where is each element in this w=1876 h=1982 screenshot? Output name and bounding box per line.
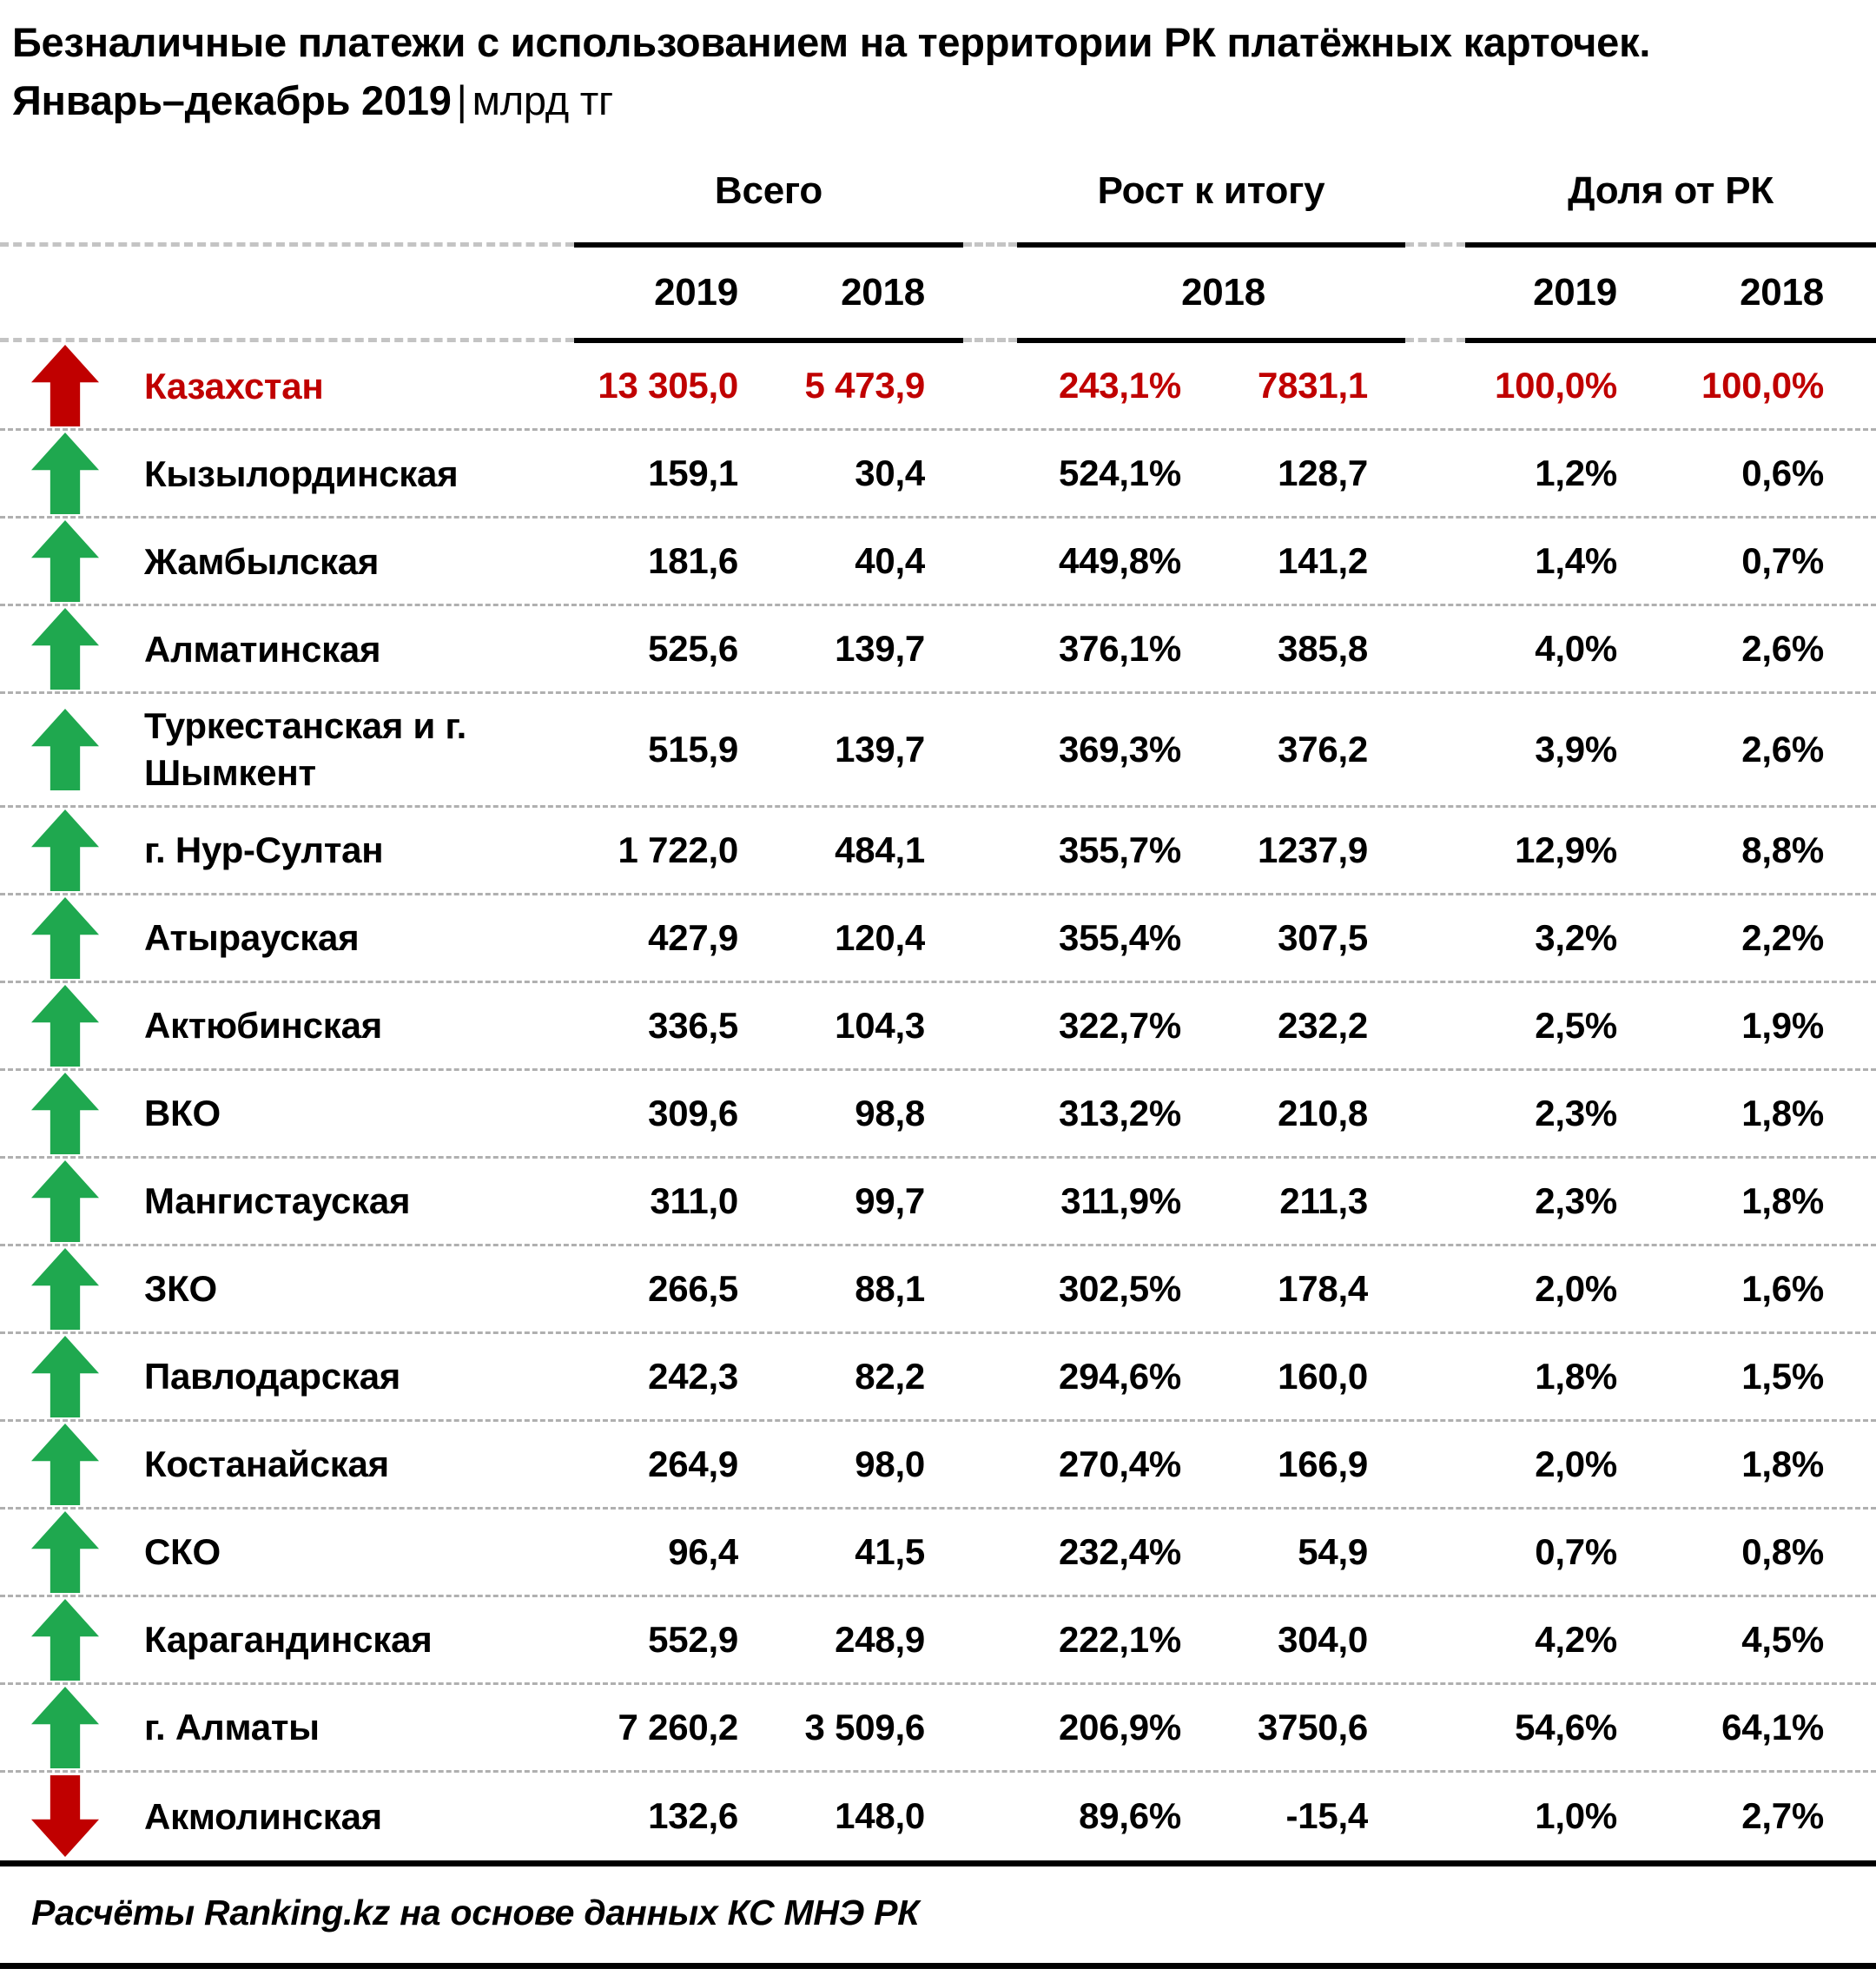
column-year-share-2019: 2019 — [1533, 271, 1617, 314]
up-arrow-icon — [31, 1248, 99, 1330]
trend-arrow-cell — [0, 985, 130, 1067]
up-arrow-icon — [31, 709, 99, 790]
total-2019-cell: 7 260,2 — [618, 1706, 738, 1747]
total-2019-cell: 132,6 — [648, 1795, 738, 1837]
growth-abs-2018-cell: 307,5 — [1278, 916, 1368, 958]
trend-arrow-cell — [0, 1160, 130, 1242]
column-group-share: Доля от РК — [1568, 169, 1774, 213]
region-name: СКО — [144, 1531, 221, 1573]
table-row — [0, 1071, 1876, 1159]
down-arrow-icon — [31, 1775, 99, 1857]
trend-arrow-cell — [0, 345, 130, 426]
share-2018-cell: 1,5% — [1741, 1355, 1824, 1397]
region-name: г. Алматы — [144, 1707, 320, 1748]
total-2018-cell: 3 509,6 — [804, 1706, 925, 1747]
title-unit: млрд тг — [472, 76, 613, 123]
trend-arrow-cell — [0, 608, 130, 690]
year-header-row — [0, 248, 1876, 338]
growth-abs-2018-cell: 304,0 — [1278, 1618, 1368, 1660]
up-arrow-icon — [31, 520, 99, 602]
total-2019-cell: 96,4 — [668, 1530, 738, 1572]
total-2019-cell: 515,9 — [648, 729, 738, 770]
growth-pct-2018-cell: 355,4% — [1058, 916, 1181, 958]
share-2018-cell: 4,5% — [1741, 1618, 1824, 1660]
column-group-total: Всего — [714, 169, 823, 213]
growth-pct-2018-cell: 355,7% — [1058, 829, 1181, 870]
up-arrow-icon — [31, 1424, 99, 1505]
share-2019-cell: 4,0% — [1535, 628, 1617, 670]
total-2018-cell: 98,0 — [855, 1443, 925, 1484]
column-group-growth: Рост к итогу — [1097, 169, 1325, 213]
up-arrow-icon — [31, 345, 99, 426]
share-2018-cell: 100,0% — [1701, 365, 1824, 406]
column-year-share-2018: 2018 — [1740, 271, 1824, 314]
table-body — [0, 343, 1876, 1866]
source-note: Расчёты Ranking.kz на основе данных КС МНЭ РК — [0, 1866, 1876, 1969]
region-name: Жамбылская — [144, 540, 380, 582]
share-2018-cell: 2,7% — [1741, 1795, 1824, 1837]
table-row — [0, 895, 1876, 983]
total-2019-cell: 266,5 — [648, 1267, 738, 1309]
share-2018-cell: 1,8% — [1741, 1092, 1824, 1133]
share-2018-cell: 2,6% — [1741, 628, 1824, 670]
region-name: Казахстан — [144, 365, 324, 406]
region-name: Акмолинская — [144, 1795, 382, 1837]
growth-abs-2018-cell: 7831,1 — [1257, 365, 1368, 406]
trend-arrow-cell — [0, 809, 130, 891]
growth-pct-2018-cell: 232,4% — [1058, 1530, 1181, 1572]
trend-arrow-cell — [0, 1687, 130, 1768]
trend-arrow-cell — [0, 1248, 130, 1330]
region-name: Туркестанская и г. Шымкент — [144, 705, 467, 794]
total-2019-cell: 1 722,0 — [618, 829, 738, 870]
total-2019-cell: 242,3 — [648, 1355, 738, 1397]
up-arrow-icon — [31, 809, 99, 891]
growth-abs-2018-cell: 128,7 — [1278, 453, 1368, 494]
region-name: Алматинская — [144, 628, 381, 670]
trend-arrow-cell — [0, 1073, 130, 1154]
table-row — [0, 1773, 1876, 1860]
growth-abs-2018-cell: 3750,6 — [1257, 1706, 1368, 1747]
up-arrow-icon — [31, 608, 99, 690]
growth-pct-2018-cell: 222,1% — [1058, 1618, 1181, 1660]
table-row — [0, 519, 1876, 606]
table-row — [0, 808, 1876, 895]
total-2019-cell: 309,6 — [648, 1092, 738, 1133]
title-line-2 — [12, 72, 1864, 130]
up-arrow-icon — [31, 1599, 99, 1681]
table-row — [0, 1422, 1876, 1510]
region-name: Павлодарская — [144, 1356, 401, 1397]
growth-pct-2018-cell: 311,9% — [1060, 1179, 1181, 1221]
growth-pct-2018-cell: 376,1% — [1058, 628, 1181, 670]
total-2019-cell: 336,5 — [648, 1004, 738, 1046]
growth-abs-2018-cell: 376,2 — [1278, 729, 1368, 770]
trend-arrow-cell — [0, 520, 130, 602]
growth-abs-2018-cell: 160,0 — [1278, 1355, 1368, 1397]
share-2019-cell: 3,2% — [1535, 916, 1617, 958]
growth-pct-2018-cell: 294,6% — [1058, 1355, 1181, 1397]
column-year-total-2018: 2018 — [841, 271, 925, 314]
trend-arrow-cell — [0, 1511, 130, 1593]
growth-pct-2018-cell: 449,8% — [1058, 540, 1181, 582]
total-2019-cell: 552,9 — [648, 1618, 738, 1660]
share-2018-cell: 1,8% — [1741, 1179, 1824, 1221]
table-row — [0, 1597, 1876, 1685]
region-name: Актюбинская — [144, 1005, 382, 1047]
growth-abs-2018-cell: 166,9 — [1278, 1443, 1368, 1484]
total-2018-cell: 40,4 — [855, 540, 925, 582]
share-2018-cell: 0,8% — [1741, 1530, 1824, 1572]
total-2019-cell: 427,9 — [648, 916, 738, 958]
share-2019-cell: 1,8% — [1535, 1355, 1617, 1397]
growth-abs-2018-cell: 178,4 — [1278, 1267, 1368, 1309]
up-arrow-icon — [31, 897, 99, 979]
growth-abs-2018-cell: 54,9 — [1298, 1530, 1368, 1572]
growth-pct-2018-cell: 89,6% — [1079, 1795, 1181, 1837]
table-row — [0, 1159, 1876, 1246]
page-title — [0, 0, 1876, 129]
total-2018-cell: 98,8 — [855, 1092, 925, 1133]
share-2019-cell: 0,7% — [1535, 1530, 1617, 1572]
region-name: ВКО — [144, 1093, 221, 1134]
trend-arrow-cell — [0, 897, 130, 979]
total-2019-cell: 181,6 — [648, 540, 738, 582]
growth-abs-2018-cell: 141,2 — [1278, 540, 1368, 582]
share-2018-cell: 0,7% — [1741, 540, 1824, 582]
up-arrow-icon — [31, 1336, 99, 1417]
growth-pct-2018-cell: 302,5% — [1058, 1267, 1181, 1309]
total-2019-cell: 311,0 — [650, 1179, 738, 1221]
growth-pct-2018-cell: 313,2% — [1058, 1092, 1181, 1133]
share-2018-cell: 64,1% — [1721, 1706, 1824, 1747]
title-line-1: Безналичные платежи с использованием на территории РК платёжных карточек. — [12, 19, 1651, 65]
table-row — [0, 1510, 1876, 1597]
share-2018-cell: 1,8% — [1741, 1443, 1824, 1484]
share-2019-cell: 1,2% — [1535, 453, 1617, 494]
share-2018-cell: 1,6% — [1741, 1267, 1824, 1309]
growth-abs-2018-cell: 1237,9 — [1257, 829, 1368, 870]
table-row — [0, 343, 1876, 431]
trend-arrow-cell — [0, 1336, 130, 1417]
region-name: Костанайская — [144, 1444, 389, 1485]
share-2018-cell: 2,2% — [1741, 916, 1824, 958]
table-row — [0, 983, 1876, 1071]
share-2018-cell: 8,8% — [1741, 829, 1824, 870]
growth-abs-2018-cell: 232,2 — [1278, 1004, 1368, 1046]
total-2019-cell: 159,1 — [648, 453, 738, 494]
table-row — [0, 1246, 1876, 1334]
share-2019-cell: 1,4% — [1535, 540, 1617, 582]
up-arrow-icon — [31, 1160, 99, 1242]
growth-pct-2018-cell: 243,1% — [1058, 365, 1181, 406]
share-2019-cell: 100,0% — [1494, 365, 1617, 406]
share-2018-cell: 2,6% — [1741, 729, 1824, 770]
share-2019-cell: 3,9% — [1535, 729, 1617, 770]
table-row — [0, 431, 1876, 519]
growth-abs-2018-cell: 211,3 — [1279, 1179, 1368, 1221]
total-2018-cell: 30,4 — [855, 453, 925, 494]
share-2019-cell: 2,3% — [1535, 1179, 1617, 1221]
total-2018-cell: 484,1 — [835, 829, 925, 870]
trend-arrow-cell — [0, 1424, 130, 1505]
total-2018-cell: 41,5 — [855, 1530, 925, 1572]
share-2018-cell: 0,6% — [1741, 453, 1824, 494]
total-2019-cell: 13 305,0 — [598, 365, 738, 406]
region-name: г. Нур-Султан — [144, 829, 384, 871]
growth-pct-2018-cell: 524,1% — [1058, 453, 1181, 494]
up-arrow-icon — [31, 433, 99, 514]
table-row — [0, 1685, 1876, 1773]
region-name: Атырауская — [144, 917, 360, 959]
growth-abs-2018-cell: 210,8 — [1278, 1092, 1368, 1133]
column-year-total-2019: 2019 — [654, 271, 738, 314]
total-2018-cell: 120,4 — [835, 916, 925, 958]
total-2018-cell: 99,7 — [855, 1179, 925, 1221]
share-2019-cell: 54,6% — [1515, 1706, 1617, 1747]
total-2018-cell: 139,7 — [835, 729, 925, 770]
trend-arrow-cell — [0, 709, 130, 790]
table-row — [0, 694, 1876, 808]
total-2019-cell: 264,9 — [648, 1443, 738, 1484]
total-2018-cell: 82,2 — [855, 1355, 925, 1397]
total-2018-cell: 5 473,9 — [804, 365, 925, 406]
region-name: Кызылординская — [144, 453, 459, 494]
share-2019-cell: 2,5% — [1535, 1004, 1617, 1046]
trend-arrow-cell — [0, 1775, 130, 1857]
total-2018-cell: 248,9 — [835, 1618, 925, 1660]
total-2018-cell: 88,1 — [855, 1267, 925, 1309]
title-separator: | — [456, 76, 467, 123]
trend-arrow-cell — [0, 433, 130, 514]
total-2018-cell: 104,3 — [835, 1004, 925, 1046]
column-group-header — [0, 140, 1876, 242]
trend-arrow-cell — [0, 1599, 130, 1681]
share-2019-cell: 2,0% — [1535, 1443, 1617, 1484]
growth-pct-2018-cell: 369,3% — [1058, 729, 1181, 770]
growth-abs-2018-cell: 385,8 — [1278, 628, 1368, 670]
up-arrow-icon — [31, 1687, 99, 1768]
up-arrow-icon — [31, 1511, 99, 1593]
share-2018-cell: 1,9% — [1741, 1004, 1824, 1046]
share-2019-cell: 1,0% — [1535, 1795, 1617, 1837]
title-period: Январь–декабрь 2019 — [12, 76, 452, 123]
total-2019-cell: 525,6 — [648, 628, 738, 670]
growth-abs-2018-cell: -15,4 — [1285, 1795, 1368, 1837]
growth-pct-2018-cell: 322,7% — [1058, 1004, 1181, 1046]
table-row — [0, 1334, 1876, 1422]
share-2019-cell: 12,9% — [1515, 829, 1617, 870]
share-2019-cell: 2,0% — [1535, 1267, 1617, 1309]
region-name: ЗКО — [144, 1268, 217, 1310]
growth-pct-2018-cell: 206,9% — [1058, 1706, 1181, 1747]
region-name: Карагандинская — [144, 1619, 433, 1661]
total-2018-cell: 148,0 — [835, 1795, 925, 1837]
up-arrow-icon — [31, 985, 99, 1067]
region-name: Мангистауская — [144, 1180, 411, 1222]
growth-pct-2018-cell: 270,4% — [1058, 1443, 1181, 1484]
share-2019-cell: 4,2% — [1535, 1618, 1617, 1660]
up-arrow-icon — [31, 1073, 99, 1154]
share-2019-cell: 2,3% — [1535, 1092, 1617, 1133]
column-year-growth-2018: 2018 — [1181, 271, 1265, 314]
table-row — [0, 606, 1876, 694]
total-2018-cell: 139,7 — [835, 628, 925, 670]
